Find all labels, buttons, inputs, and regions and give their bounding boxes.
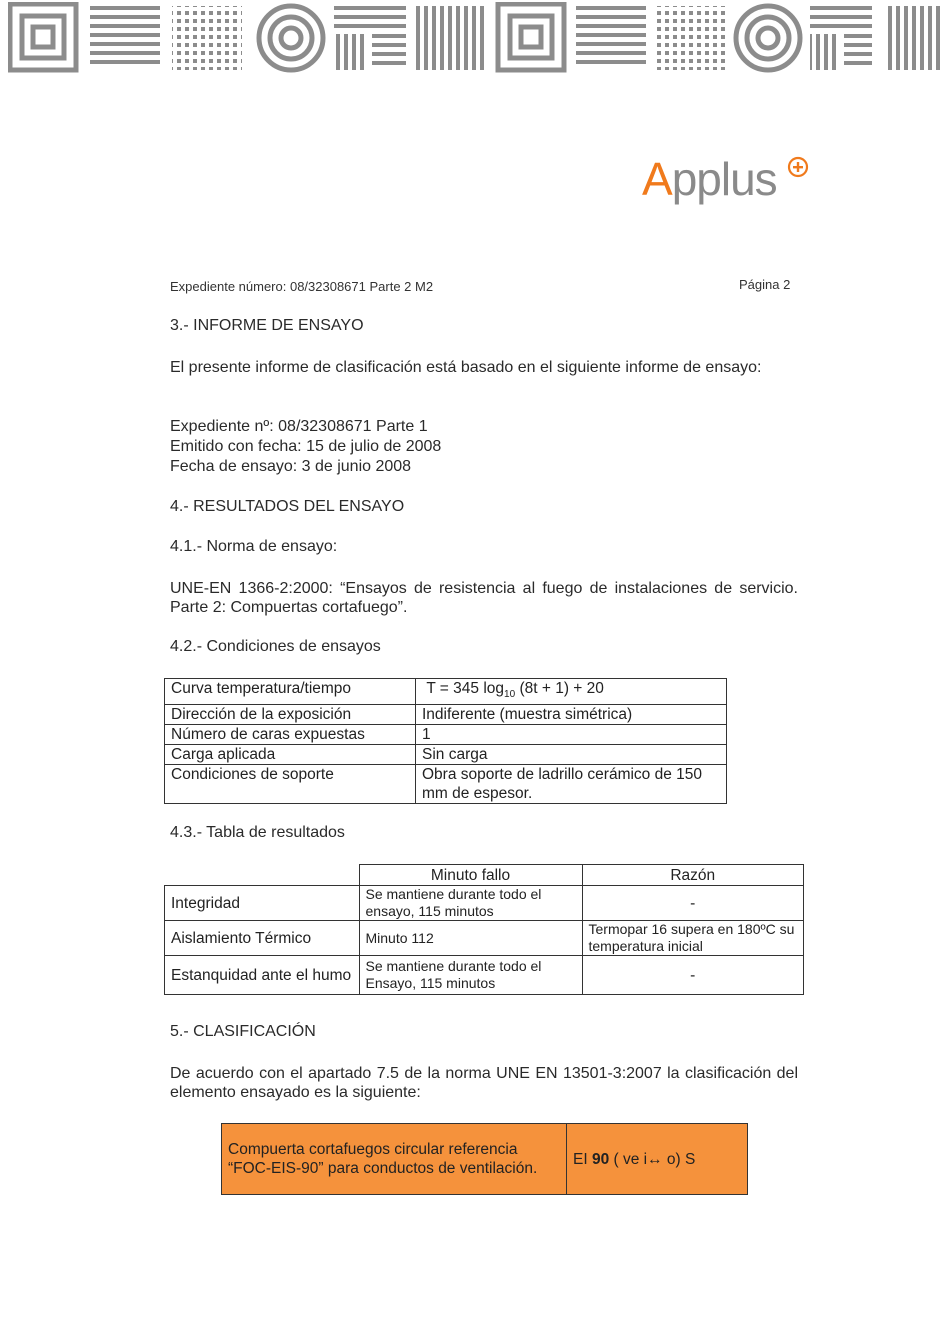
result-minute: Minuto 112 bbox=[359, 921, 582, 956]
classification-result bbox=[567, 1124, 748, 1195]
section-3-title: 3.- INFORME DE ENSAYO bbox=[170, 317, 364, 334]
report-test-date-line: Fecha de ensayo: 3 de junio 2008 bbox=[170, 458, 412, 475]
section-4-2-title: 4.2.- Condiciones de ensayos bbox=[170, 638, 381, 655]
section-4-1-text: UNE-EN 1366-2:2000: “Ensayos de resistencia al fuego de instalaciones de servicio. Parte 2: Compuertas cortafuego”. bbox=[170, 580, 798, 616]
condition-value: Sin carga bbox=[416, 745, 727, 765]
report-file-line: Expediente nº: 08/32308671 Parte 1 bbox=[170, 418, 428, 435]
table-row bbox=[165, 765, 727, 804]
result-label: Integridad bbox=[165, 886, 360, 921]
condition-label: Número de caras expuestas bbox=[165, 725, 416, 745]
table-row bbox=[165, 679, 727, 705]
result-reason: Termopar 16 supera en 180ºC su temperatura inicial bbox=[582, 921, 804, 956]
table-row bbox=[165, 886, 804, 921]
section-3-intro: El presente informe de clasificación está basado en el siguiente informe de ensayo: bbox=[170, 359, 762, 376]
plus-circle-icon bbox=[787, 156, 809, 178]
condition-label: Carga aplicada bbox=[165, 745, 416, 765]
table-header-row bbox=[165, 865, 804, 886]
test-report-details bbox=[170, 417, 441, 477]
report-issued-line: Emitido con fecha: 15 de julio de 2008 bbox=[170, 438, 442, 455]
test-conditions-table bbox=[164, 678, 727, 804]
section-5-intro: De acuerdo con el apartado 7.5 de la norma UNE EN 13501-3:2007 la clasificación del elemento ensayado es la siguiente: bbox=[170, 1065, 798, 1101]
section-4-1-title: 4.1.- Norma de ensayo: bbox=[170, 538, 338, 555]
condition-label: Curva temperatura/tiempo bbox=[165, 679, 416, 705]
column-header-minute: Minuto fallo bbox=[359, 865, 582, 886]
results-table bbox=[164, 864, 804, 995]
applus-logo bbox=[642, 148, 822, 210]
page-number: Página 2 bbox=[739, 277, 791, 292]
result-label: Estanquidad ante el humo bbox=[165, 956, 360, 995]
result-label: Aislamiento Térmico bbox=[165, 921, 360, 956]
formula-part: (8t + 1) + 20 bbox=[515, 680, 604, 697]
section-5-title: 5.- CLASIFICACIÓN bbox=[170, 1023, 316, 1040]
result-reason: - bbox=[582, 886, 804, 921]
section-4-3-title: 4.3.- Tabla de resultados bbox=[170, 824, 345, 841]
condition-label: Condiciones de soporte bbox=[165, 765, 416, 804]
result-minute: Se mantiene durante todo el ensayo, 115 minutos bbox=[359, 886, 582, 921]
table-row bbox=[165, 705, 727, 725]
empty-header-cell bbox=[165, 865, 360, 886]
condition-value: Indiferente (muestra simétrica) bbox=[416, 705, 727, 725]
condition-value: 1 bbox=[416, 725, 727, 745]
formula-part: T = 345 log bbox=[426, 680, 505, 697]
file-number: Expediente número: 08/32308671 Parte 2 M2 bbox=[170, 279, 434, 294]
condition-value bbox=[416, 679, 727, 705]
decorative-pattern-band bbox=[8, 2, 942, 74]
condition-value: Obra soporte de ladrillo cerámico de 150 mm de espesor. bbox=[416, 765, 727, 804]
formula-subscript: 10 bbox=[504, 689, 516, 701]
table-row bbox=[222, 1124, 748, 1195]
table-row bbox=[165, 956, 804, 995]
table-row bbox=[165, 921, 804, 956]
classification-box bbox=[221, 1123, 748, 1195]
classification-minutes: 90 bbox=[591, 1150, 610, 1168]
table-row bbox=[165, 725, 727, 745]
classification-prefix: EI bbox=[573, 1150, 592, 1168]
result-minute: Se mantiene durante todo el Ensayo, 115 minutos bbox=[359, 956, 582, 995]
result-reason: - bbox=[582, 956, 804, 995]
column-header-reason: Razón bbox=[582, 865, 804, 886]
table-row bbox=[165, 745, 727, 765]
classified-element: Compuerta cortafuegos circular referencia “FOC-EIS-90” para conductos de ventilación. bbox=[222, 1124, 567, 1195]
classification-suffix: ( ve i↔ o) S bbox=[609, 1150, 696, 1168]
section-4-title: 4.- RESULTADOS DEL ENSAYO bbox=[170, 498, 405, 515]
logo-wordmark: Applus bbox=[642, 153, 777, 205]
condition-label: Dirección de la exposición bbox=[165, 705, 416, 725]
